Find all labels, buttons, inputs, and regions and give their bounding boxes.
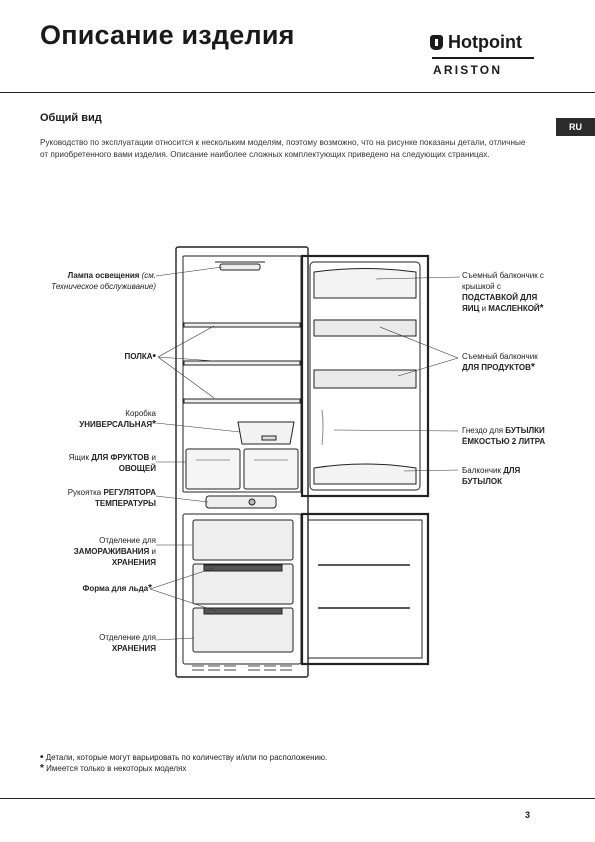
lamp: [220, 264, 260, 270]
shelves: [184, 323, 300, 403]
label-lid-1: Съемный балкончик с: [462, 271, 544, 280]
label-drawer-1c: и: [149, 453, 156, 462]
section-title: Общий вид: [40, 112, 102, 124]
intro-text: Руководство по эксплуатации относится к нескольким моделям, поэтому возможно, что на рисунке показаны детали, отличные от приобретенного вами изделия. Описание наиболее сложных комплектующих приведено на следующих страницах.: [40, 138, 526, 159]
label-box-2: УНИВЕРСАЛЬНАЯ: [79, 420, 153, 429]
footnote-2-marker: *: [40, 763, 44, 774]
crisper-left: [186, 449, 240, 489]
label-ice-text: Форма для льда: [82, 584, 149, 593]
label-drawer-1a: Ящик: [68, 453, 92, 462]
label-bottle-1b: БУТЫЛКИ: [505, 426, 545, 435]
label-lid-balcony: [462, 270, 572, 314]
label-bottle-1a: Гнездо для: [462, 426, 506, 435]
freezer-drawer-1: [193, 520, 293, 560]
footnote-2-text: Имеется только в некоторых моделях: [46, 764, 187, 773]
freezer-drawer-3: [193, 608, 293, 652]
label-lamp-rest-1: (см.: [139, 271, 156, 280]
label-freeze-1: Отделение для: [99, 536, 156, 545]
brand-divider: [432, 57, 534, 59]
label-store-1: Отделение для: [99, 633, 156, 642]
label-lid-4a: ЯИЦ: [462, 304, 480, 313]
label-bottles-2: БУТЫЛОК: [462, 477, 502, 486]
door-balcony-bottles: [314, 464, 416, 484]
label-lid-4c: МАСЛЕНКОЙ: [488, 304, 540, 313]
footnote-2: [40, 763, 327, 774]
ice-tray-1: [204, 565, 282, 571]
footnote-1-text: Детали, которые могут варьировать по количеству и/или по расположению.: [45, 753, 328, 762]
bottle-holder: [322, 410, 323, 445]
label-freeze-3: ХРАНЕНИЯ: [111, 558, 156, 567]
label-lid-2: крышкой с: [462, 282, 501, 291]
language-tab: RU: [556, 118, 595, 136]
label-lamp-bold: Лампа освещения: [67, 271, 140, 280]
products-optional-marker: *: [530, 362, 535, 373]
label-drawer-1b: ДЛЯ ФРУКТОВ: [91, 453, 150, 462]
freezer-door: [302, 514, 428, 664]
label-knob-1b: РЕГУЛЯТОРА: [103, 488, 156, 497]
label-box-1: Коробка: [125, 409, 156, 418]
box-optional-marker: *: [152, 419, 156, 430]
thermostat-panel: [206, 496, 276, 508]
ice-optional-marker: *: [148, 583, 152, 594]
label-lid-4b: и: [479, 304, 489, 313]
label-bottle-holder: [462, 425, 572, 447]
brand-sub: ARISTON: [433, 62, 503, 77]
label-drawer-2: ОВОЩЕЙ: [118, 464, 156, 473]
label-shelf-text: ПОЛКА: [124, 352, 153, 361]
crisper-right: [244, 449, 298, 489]
door-balcony-lid: [314, 269, 416, 299]
label-bottle-balcony: [462, 465, 572, 487]
door-balcony-2: [314, 370, 416, 388]
label-knob-2: ТЕМПЕРАТУРЫ: [94, 499, 156, 508]
footnote-1: [40, 752, 327, 763]
vent-grille: [192, 666, 292, 670]
label-shelf: [60, 351, 156, 362]
label-lamp-rest-2: Техническое обслуживание): [51, 282, 156, 291]
label-knob-1a: Рукоятка: [67, 488, 104, 497]
label-universal-box: [50, 408, 156, 430]
label-store-2: ХРАНЕНИЯ: [111, 644, 156, 653]
label-thermostat: [30, 487, 156, 509]
label-crisper: [40, 452, 156, 474]
hotpoint-badge-icon: [430, 35, 443, 50]
footnote-1-marker: •: [40, 752, 44, 763]
label-products-2: ДЛЯ ПРОДУКТОВ: [462, 363, 531, 372]
brand-logo: [430, 32, 545, 77]
door-balcony-1: [314, 320, 416, 336]
label-lamp: [10, 270, 156, 292]
label-freeze-2b: и: [149, 547, 156, 556]
label-bottle-2: ЁМКОСТЬЮ 2 ЛИТРА: [462, 437, 546, 446]
label-lid-3: ПОДСТАВКОЙ ДЛЯ: [462, 293, 538, 302]
label-products-balcony: [462, 351, 572, 373]
lid-optional-marker: *: [539, 303, 544, 314]
label-products-1: Съемный балкончик: [462, 352, 538, 361]
footnotes: [40, 752, 327, 774]
label-bottles-1a: Балкончик: [462, 466, 504, 475]
brand-name: Hotpoint: [448, 32, 522, 52]
label-freezer: [40, 535, 156, 568]
page-title: Описание изделия: [40, 20, 295, 50]
universal-box: [238, 422, 294, 444]
label-ice-tray: [40, 583, 152, 594]
label-freeze-2a: ЗАМОРАЖИВАНИЯ: [73, 547, 150, 556]
label-storage: [40, 632, 156, 654]
label-bottles-1b: ДЛЯ: [503, 466, 521, 475]
page-number: 3: [525, 810, 531, 820]
shelf-variable-marker: •: [152, 351, 156, 362]
thermostat-knob: [249, 499, 255, 505]
footer-divider: [0, 798, 595, 799]
header-divider: [0, 92, 595, 93]
